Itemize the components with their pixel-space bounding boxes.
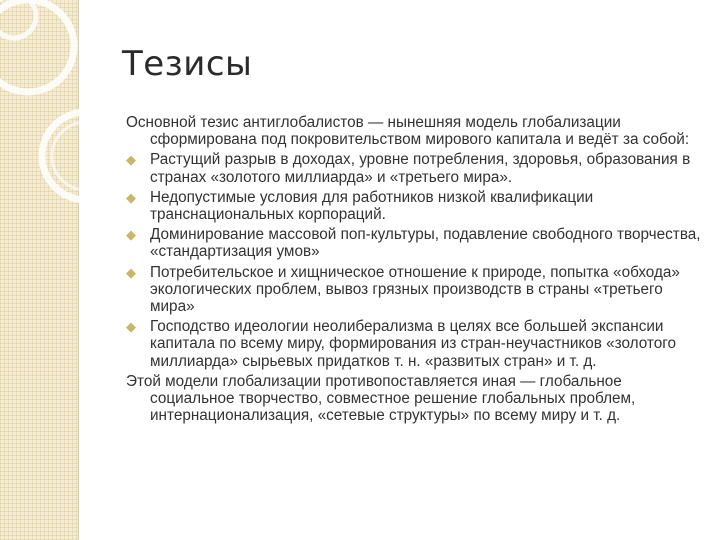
bullet-item-5 bbox=[126, 318, 701, 370]
bullet-list bbox=[126, 151, 701, 369]
bullet-text-2: Недопустимые условия для работников низкой квалификации транснациональных корпораций. bbox=[150, 188, 594, 224]
decorative-circle-lower bbox=[42, 112, 130, 200]
bullet-item-1 bbox=[126, 151, 701, 185]
diamond-bullet-icon: ◆ bbox=[126, 227, 136, 243]
bullet-item-4 bbox=[126, 264, 701, 316]
bullet-text-5: Господство идеологии неолиберализма в целях все большей экспансии капитала по всему миру, формирования из стран-неучастников «золотого миллиарда» сырьевых придатков т. н. «развитых стран» и т. д. bbox=[150, 318, 677, 370]
diamond-bullet-icon: ◆ bbox=[126, 189, 136, 205]
slide-title: Тезисы bbox=[122, 44, 253, 84]
bullet-item-2 bbox=[126, 189, 701, 223]
slide-body bbox=[126, 114, 701, 427]
diamond-bullet-icon: ◆ bbox=[126, 319, 136, 335]
bullet-text-1: Растущий разрыв в доходах, уровне потребления, здоровья, образования в странах «золотого миллиарда» и «третьего мира». bbox=[150, 151, 691, 186]
closing-paragraph: Этой модели глобализации противопоставляется иная — глобальное социальное творчество, совместное решение глобальных проблем, интернационализация, «сетевые структуры» по всему миру и т. д. bbox=[126, 372, 636, 425]
intro-paragraph: Основной тезис антиглобалистов — нынешняя модель глобализации сформирована под покровительством мирового капитала и ведёт за собой: bbox=[126, 114, 690, 149]
bullet-text-4: Потребительское и хищническое отношение к природе, попытка «обхода» экологических проблем, вывоз грязных производств в страны «третьего мира» bbox=[150, 263, 680, 316]
bullet-text-3: Доминирование массовой поп-культуры, подавление свободного творчества, «стандартизация умов» bbox=[150, 226, 701, 261]
bullet-item-3 bbox=[126, 226, 701, 260]
diamond-bullet-icon: ◆ bbox=[126, 152, 136, 168]
decorative-circles-graphic bbox=[0, 0, 140, 230]
diamond-bullet-icon: ◆ bbox=[126, 264, 136, 280]
decorative-circle-lower-inner bbox=[52, 122, 120, 190]
